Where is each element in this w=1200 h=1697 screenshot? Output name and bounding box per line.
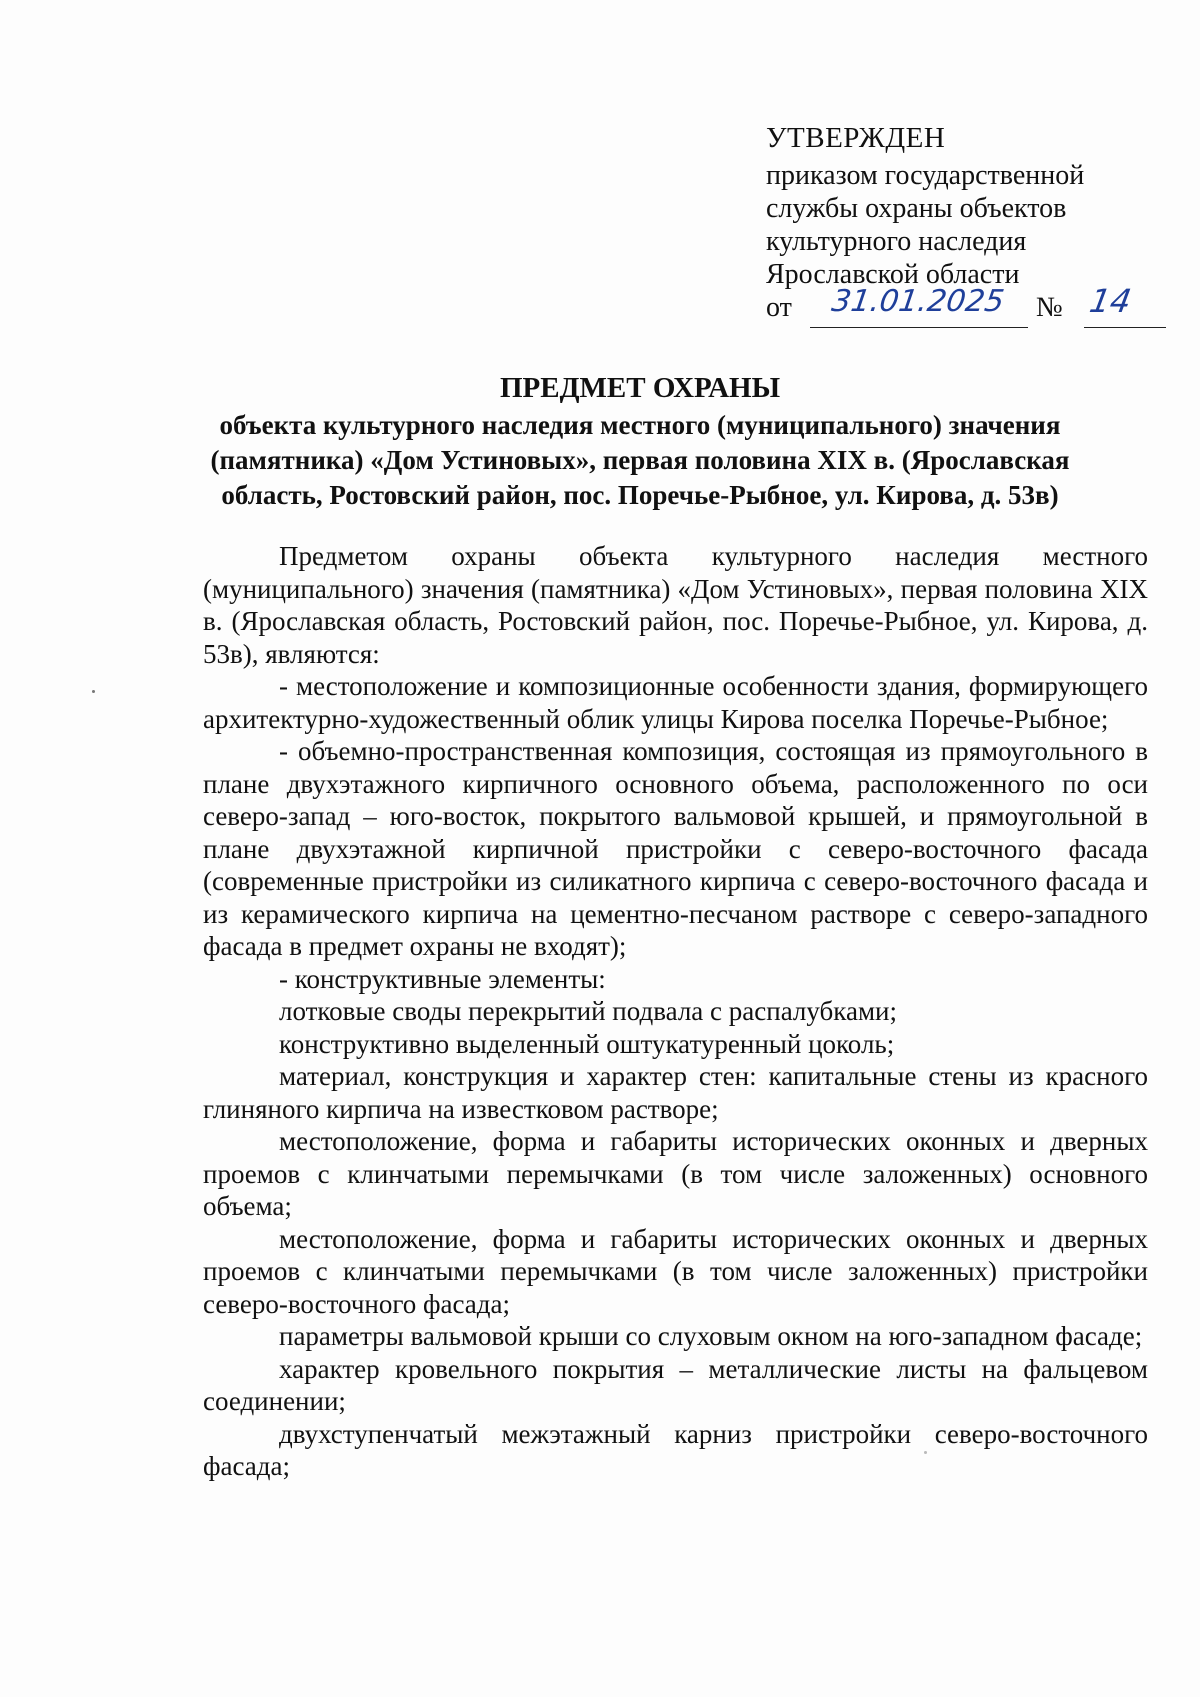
date-from-label: от: [766, 292, 792, 323]
body-paragraph: Предметом охраны объекта культурного наследия местного (муниципального) значения (памятника) «Дом Устиновых», первая половина XIX в. (Ярославская область, Ростовский район, пос. Поречье-Рыбное, ул. Кирова, д. 53в), являются:: [203, 541, 1148, 669]
body-paragraph: материал, конструкция и характер стен: капитальные стены из красного глиняного кирпича на известковом растворе;: [203, 1061, 1148, 1124]
document-title: ПРЕДМЕТ ОХРАНЫ: [499, 372, 781, 404]
order-number-field: [1084, 282, 1166, 328]
document-body: [203, 540, 1148, 1483]
body-paragraph: лотковые своды перекрытий подвала с распалубками;: [279, 996, 897, 1026]
document-subtitle-line: (памятника) «Дом Устиновых», первая половина XIX в. (Ярославская: [210, 445, 1070, 475]
body-paragraph: - местоположение и композиционные особенности здания, формирующего архитектурно-художественный облик улицы Кирова поселка Поречье-Рыбное;: [203, 671, 1148, 734]
body-paragraph: двухступенчатый межэтажный карниз пристройки северо-восточного фасада;: [203, 1418, 1148, 1481]
approval-title: УТВЕРЖДЕН: [766, 122, 946, 154]
order-date-number-line: [766, 282, 1166, 331]
body-paragraph: конструктивно выделенный оштукатуренный цоколь;: [279, 1028, 895, 1059]
body-paragraph: местоположение, форма и габариты исторических оконных и дверных проемов с клинчатыми перемычками (в том числе заложенных) основного объема;: [203, 1126, 1148, 1221]
body-paragraph: параметры вальмовой крыши со слуховым окном на юго-западном фасаде;: [279, 1321, 1143, 1351]
document-subtitle-line: объекта культурного наследия местного (муниципального) значения: [219, 410, 1061, 440]
approval-line: службы охраны объектов: [766, 193, 1067, 224]
body-paragraph: - объемно-пространственная композиция, состоящая из прямоугольного в плане двухэтажного кирпичного основного объема, расположенного по оси северо-запад – юго-восток, покрытого вальмовой крышей, и прямоугольной в плане двухэтажной кирпичной пристройки с северо-восточного фасада (современные пристройки из силикатного кирпича с северо-восточного фасада и из керамического кирпича на цементно-песчаном растворе с северо-западного фасада в предмет охраны не входят);: [203, 736, 1148, 961]
approval-line: приказом государственной: [766, 160, 1085, 191]
number-label: №: [1036, 292, 1063, 323]
body-paragraph: местоположение, форма и габариты исторических оконных и дверных проемов с клинчатыми перемычками (в том числе заложенных) пристройки северо-восточного фасада;: [203, 1223, 1148, 1319]
handwritten-order-number: 14: [1086, 282, 1135, 320]
approval-line: культурного наследия: [766, 226, 1027, 257]
approval-line: Ярославской области: [766, 259, 1020, 290]
scan-speck: [92, 690, 95, 693]
body-paragraph: характер кровельного покрытия – металлические листы на фальцевом соединении;: [203, 1353, 1148, 1416]
scan-speck: [924, 1451, 927, 1454]
document-title-block: [140, 370, 1140, 513]
body-paragraph: - конструктивные элементы:: [279, 963, 606, 994]
order-date-field: [810, 284, 1028, 328]
handwritten-order-date: 31.01.2025: [829, 284, 1007, 319]
approval-block: [766, 122, 1166, 331]
document-subtitle-line: область, Ростовский район, пос. Поречье-Рыбное, ул. Кирова, д. 53в): [221, 480, 1059, 510]
